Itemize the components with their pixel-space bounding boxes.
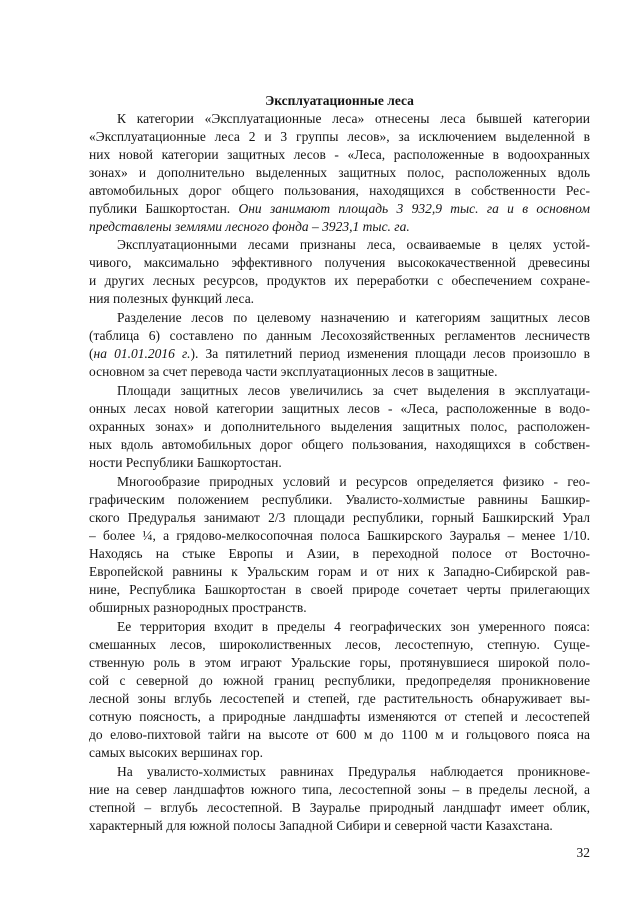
- page-number: 32: [576, 845, 590, 860]
- paragraph-text: публики Башкортостан.: [89, 201, 239, 216]
- paragraph-line: смешанных лесов, широколиственных лесов, лесостепную, степную. Суще-: [89, 637, 590, 652]
- paragraph-line: них новой категории защитных лесов - «Леса, расположенные в водоохранных: [89, 147, 590, 162]
- paragraph-line: ных вдоль автомобильных дорог общего пользования, находящихся в собствен-: [89, 437, 590, 452]
- paragraph-line: (таблица 6) составлено по данным Лесохозяйственных регламентов лесничеств: [89, 328, 590, 343]
- paragraph-line: Находясь на стыке Европы и Азии, в переходной полосе от Восточно-: [89, 546, 590, 561]
- paragraph-line: «Эксплуатационные леса 2 и 3 группы лесов», за исключением выделенной в: [89, 129, 590, 144]
- paragraph-line: чивого, максимально эффективного получения высококачественной древесины: [89, 255, 590, 270]
- italic-text: Они занимают площадь 3 932,9 тыс. га и в основном: [238, 201, 590, 216]
- paragraph-line: обширных разнородных пространств.: [89, 600, 307, 615]
- paragraph-line: охранных зонах» и дополнительного выделения защитных полос, расположен-: [89, 419, 590, 434]
- paragraph-line: ние на север ландшафтов южного типа, лесостепной зоны – в пределы лесной, а: [89, 782, 590, 797]
- italic-line: представлены землями лесного фонда – 3923,1 тыс. га.: [89, 219, 410, 234]
- paragraph-line: сой с северной до южной границ республики, предопределяя проникновение: [89, 673, 590, 688]
- paragraph-line: лесной зоны вглубь лесостепей и степей, где растительность обнаруживает вы-: [89, 691, 590, 706]
- paragraph-line: Эксплуатационными лесами признаны леса, осваиваемые в целях устой-: [117, 237, 590, 252]
- paragraph-line: нине, Республика Башкортостан в своей природе сочетает черты прилегающих: [89, 582, 590, 597]
- section-title: Эксплуатационные леса: [265, 93, 414, 108]
- paragraph-line: [89, 345, 590, 363]
- paragraph-line: Ее территория входит в пределы 4 географических зон умеренного пояса:: [117, 619, 590, 634]
- paragraph-line: На увалисто-холмистых равнинах Предуралья наблюдается проникнове-: [117, 764, 590, 779]
- paragraph-line: онных лесах новой категории защитных лесов - «Леса, расположенные в водо-: [89, 401, 590, 416]
- paragraph-line: ственную роль в этом играют Уральские горы, протянувшиеся широкой поло-: [89, 655, 590, 670]
- paragraph-line: ния полезных функций леса.: [89, 291, 255, 306]
- paragraph-line: сотную поясность, а природные ландшафты изменяются от степей и лесостепей: [89, 709, 590, 724]
- paragraph-line: Разделение лесов по целевому назначению и категориям защитных лесов: [117, 310, 590, 325]
- paragraph-line: характерный для южной полосы Западной Сибири и северной части Казахстана.: [89, 818, 553, 833]
- paragraph-line: графическим положением республики. Увалисто-холмистые равнины Башкир-: [89, 492, 590, 507]
- paragraph-line: и других лесных ресурсов, продуктов их переработки с обеспечением сохране-: [89, 273, 590, 288]
- paragraph-line: степной – вглубь лесостепной. В Зауралье природный ландшафт имеет облик,: [89, 800, 590, 815]
- paragraph-line: [89, 200, 590, 218]
- paragraph-line: – более ¼, а грядово-мелкосопочная полоса Башкирского Зауралья – менее 1/10.: [89, 528, 590, 543]
- paragraph-line: ности Республики Башкортостан.: [89, 455, 282, 470]
- paragraph-line: зонах» и дополнительно выделенных защитных полос, расположенных вдоль: [89, 165, 590, 180]
- paragraph-line: К категории «Эксплуатационные леса» отнесены леса бывшей категории: [117, 111, 590, 126]
- paragraph-line: основном за счет перевода части эксплуатационных лесов в защитные.: [89, 364, 498, 379]
- paragraph-line: Многообразие природных условий и ресурсов определяется физико - гео-: [117, 474, 590, 489]
- paragraph-text: ). За пятилетний период изменения площади лесов произошло в: [190, 346, 590, 361]
- paragraph-line: Площади защитных лесов увеличились за счет выделения в эксплуатаци-: [117, 383, 590, 398]
- paragraph-line: Европейской равнины к Уральским горам и от них к Западно-Сибирской рав-: [89, 564, 590, 579]
- paragraph-line: автомобильных дорог общего пользования, находящихся в собственности Рес-: [89, 183, 590, 198]
- paragraph-line: ского Предуралья занимают 2/3 площади республики, горный Башкирский Урал: [89, 510, 590, 525]
- paragraph-line: самых высоких вершинах гор.: [89, 745, 264, 760]
- paragraph-line: до елово-пихтовой тайги на высоте от 600 м до 1100 м и гольцового пояса на: [89, 727, 590, 742]
- paragraph-text: (: [89, 346, 94, 361]
- italic-date: на 01.01.2016 г.: [93, 346, 191, 361]
